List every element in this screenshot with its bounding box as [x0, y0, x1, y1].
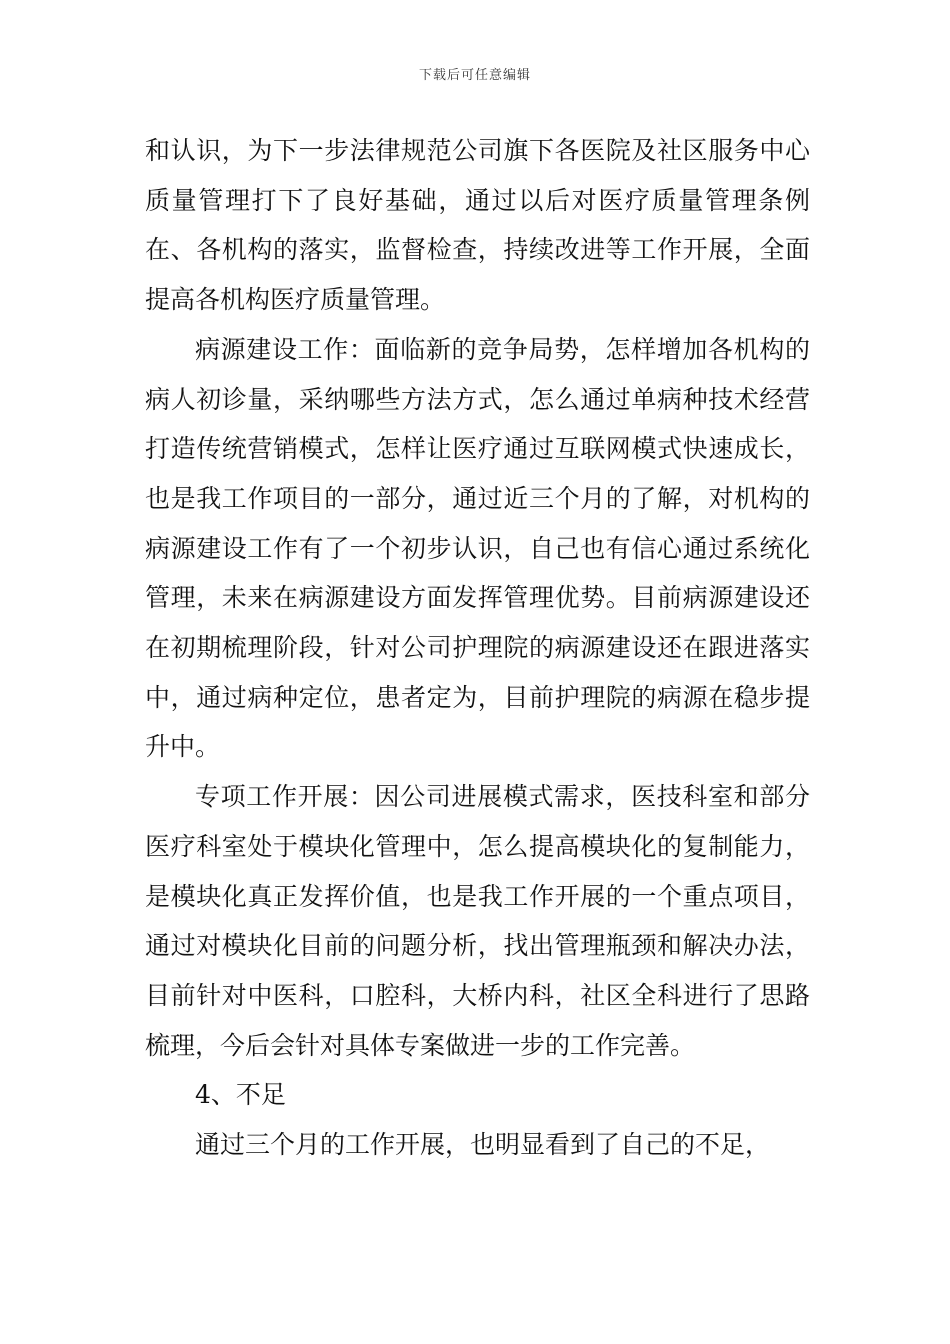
- paragraph-continuation: 和认识，为下一步法律规范公司旗下各医院及社区服务中心质量管理打下了良好基础，通过以后对医疗质量管理条例在、各机构的落实，监督检查，持续改进等工作开展，全面提高各机构医疗质量管理。: [145, 136, 810, 315]
- paragraph-shortcomings: 通过三个月的工作开展，也明显看到了自己的不足，: [195, 1130, 771, 1160]
- document-body: [145, 126, 810, 1170]
- paragraph-patient-source: 病源建设工作：面临新的竞争局势，怎样增加各机构的病人初诊量，采纳哪些方法方式，怎么通过单病种技术经营打造传统营销模式，怎样让医疗通过互联网模式快速成长，也是我工作项目的一部分，通过近三个月的了解，对机构的病源建设工作有了一个初步认识，自己也有信心通过系统化管理，未来在病源建设方面发挥管理优势。目前病源建设还在初期梳理阶段，针对公司护理院的病源建设还在跟进落实中，通过病种定位，患者定为，目前护理院的病源在稳步提升中。: [145, 334, 810, 762]
- paragraph-special-work: 专项工作开展：因公司进展模式需求，医技科室和部分医疗科室处于模块化管理中，怎么提高模块化的复制能力，是模块化真正发挥价值，也是我工作开展的一个重点项目，通过对模块化目前的问题分析，找出管理瓶颈和解决办法，目前针对中医科，口腔科，大桥内科，社区全科进行了思路梳理，今后会针对具体专案做进一步的工作完善。: [145, 782, 810, 1060]
- page-header: 下载后可任意编辑: [418, 68, 531, 83]
- section-heading-shortcomings: 4、不足: [195, 1080, 286, 1110]
